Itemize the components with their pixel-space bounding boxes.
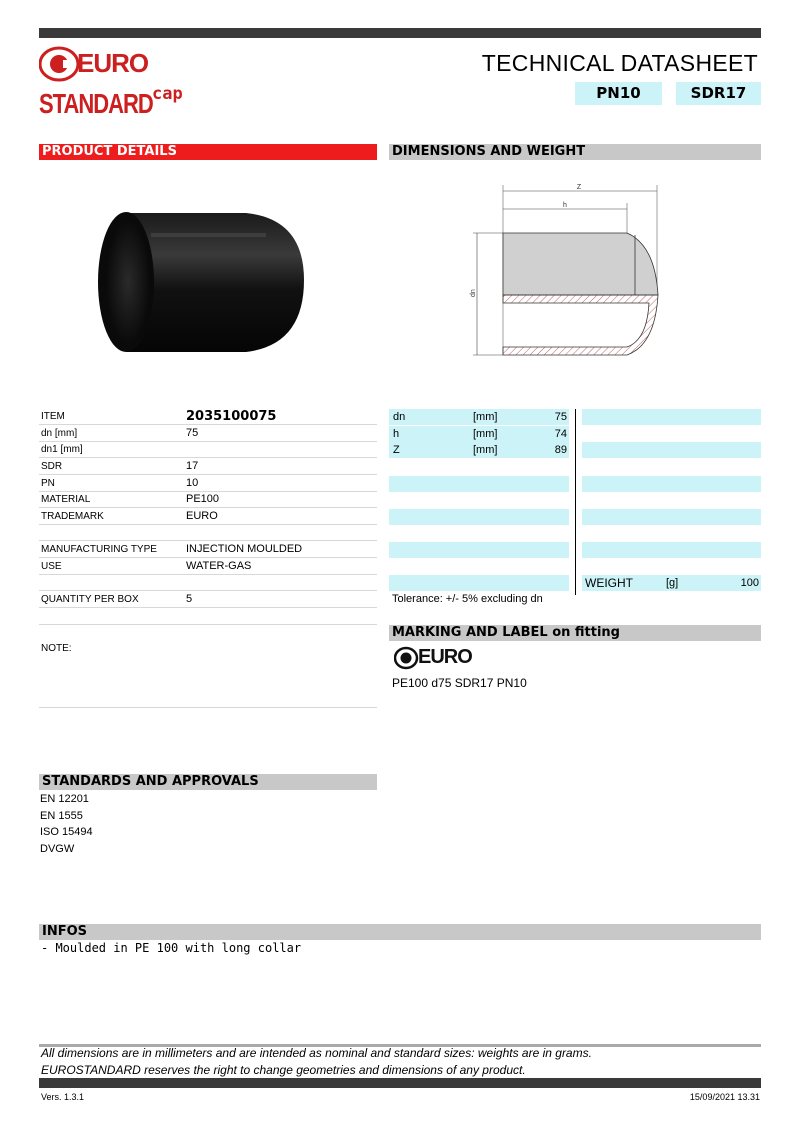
- row-value: 10: [186, 477, 199, 489]
- page-title: TECHNICAL DATASHEET: [481, 50, 758, 76]
- marking-logo-text: EURO: [418, 646, 472, 668]
- dimension-row: [389, 476, 569, 492]
- dimension-row: [389, 509, 569, 525]
- weight-row: [582, 575, 761, 591]
- note-divider: [39, 707, 377, 708]
- row-value: 75: [186, 427, 199, 439]
- pn-badge: PN10: [575, 82, 662, 105]
- dimension-row: [582, 442, 761, 458]
- weight-unit: [g]: [666, 577, 679, 589]
- row-value: PE100: [186, 493, 220, 505]
- eurostandard-logo: [39, 44, 153, 120]
- product-details-header: PRODUCT DETAILS: [39, 144, 377, 160]
- row-value: INJECTION MOULDED: [186, 543, 303, 555]
- drawing-z-label: Z: [576, 184, 582, 191]
- footer-note-2: EUROSTANDARD reserves the right to change geometries and dimensions of any product.: [41, 1063, 526, 1077]
- standard-item: ISO 15494: [40, 826, 93, 838]
- item-code: 2035100075: [186, 409, 277, 424]
- marking-header: MARKING AND LABEL on fitting: [389, 625, 761, 641]
- standard-item: DVGW: [40, 843, 75, 855]
- standards-header: STANDARDS AND APPROVALS: [39, 774, 377, 790]
- dimension-row: [389, 542, 569, 558]
- dim-unit: [mm]: [473, 444, 498, 456]
- infos-text: - Moulded in PE 100 with long collar: [41, 941, 302, 955]
- date-label: 15/09/2021 13.31: [689, 1092, 760, 1102]
- row-label: dn1 [mm]: [41, 444, 83, 455]
- table-row: [39, 426, 377, 442]
- row-label: TRADEMARK: [41, 511, 104, 522]
- dimension-row: [389, 442, 569, 458]
- weight-value: 100: [740, 577, 759, 589]
- dim-unit: [mm]: [473, 428, 498, 440]
- row-label: QUANTITY PER BOX: [41, 594, 139, 605]
- table-row: [39, 542, 377, 558]
- table-row: [39, 608, 377, 625]
- table-row: [39, 509, 377, 525]
- dimension-row: [389, 575, 569, 591]
- table-row: [39, 592, 377, 608]
- infos-header: INFOS: [39, 924, 761, 940]
- product-name: cap: [152, 84, 183, 104]
- table-row: [39, 442, 377, 458]
- product-image: [96, 205, 306, 360]
- dimension-row: [582, 509, 761, 525]
- dim-value: 89: [554, 444, 567, 456]
- dimension-row: [389, 409, 569, 425]
- dim-value: 75: [554, 411, 567, 423]
- row-value: EURO: [186, 510, 218, 522]
- footer-note-1: All dimensions are in millimeters and are intended as nominal and standard sizes: weights are in grams.: [41, 1046, 592, 1060]
- table-row: [39, 559, 377, 575]
- dim-name: Z: [393, 444, 400, 456]
- row-label: MATERIAL: [41, 494, 91, 505]
- dim-value: 74: [554, 428, 567, 440]
- dim-name: h: [393, 428, 400, 440]
- top-bar: [39, 28, 761, 38]
- marking-text: PE100 d75 SDR17 PN10: [392, 676, 527, 690]
- dim-unit: [mm]: [473, 411, 498, 423]
- dimension-divider: [575, 409, 576, 595]
- dim-name: dn: [393, 411, 406, 423]
- row-value: 5: [186, 593, 193, 605]
- dimensions-header: DIMENSIONS AND WEIGHT: [389, 144, 761, 160]
- dimension-row: [582, 542, 761, 558]
- table-row: [39, 476, 377, 492]
- version-label: Vers. 1.3.1: [41, 1092, 85, 1102]
- note-label: NOTE:: [41, 643, 72, 654]
- row-label: PN: [41, 478, 55, 489]
- marking-logo: [394, 646, 472, 670]
- sdr-badge: SDR17: [676, 82, 761, 105]
- row-label: SDR: [41, 461, 63, 472]
- dimension-row: [582, 476, 761, 492]
- row-value: 17: [186, 460, 199, 472]
- row-value: WATER-GAS: [186, 560, 252, 572]
- logo-euro-text: EURO: [77, 48, 149, 78]
- row-label: USE: [41, 561, 62, 572]
- weight-label: WEIGHT: [585, 576, 633, 590]
- table-row: [39, 525, 377, 541]
- table-row: [39, 459, 377, 475]
- logo-standard-text: STANDARD: [39, 88, 153, 120]
- bottom-bar: [39, 1078, 761, 1088]
- technical-drawing: [455, 175, 690, 370]
- tolerance-note: Tolerance: +/- 5% excluding dn: [392, 593, 543, 605]
- dimension-row: [389, 426, 569, 442]
- item-label: ITEM: [41, 411, 65, 422]
- standard-item: EN 1555: [40, 810, 83, 822]
- row-label: MANUFACTURING TYPE: [41, 544, 157, 555]
- table-row: [39, 409, 377, 425]
- dimension-row: [582, 409, 761, 425]
- table-row: [39, 575, 377, 591]
- row-label: dn [mm]: [41, 428, 78, 439]
- standard-item: EN 12201: [40, 793, 89, 805]
- table-row: [39, 492, 377, 508]
- drawing-h-label: h: [563, 202, 567, 209]
- drawing-dn-label: dn: [470, 289, 477, 297]
